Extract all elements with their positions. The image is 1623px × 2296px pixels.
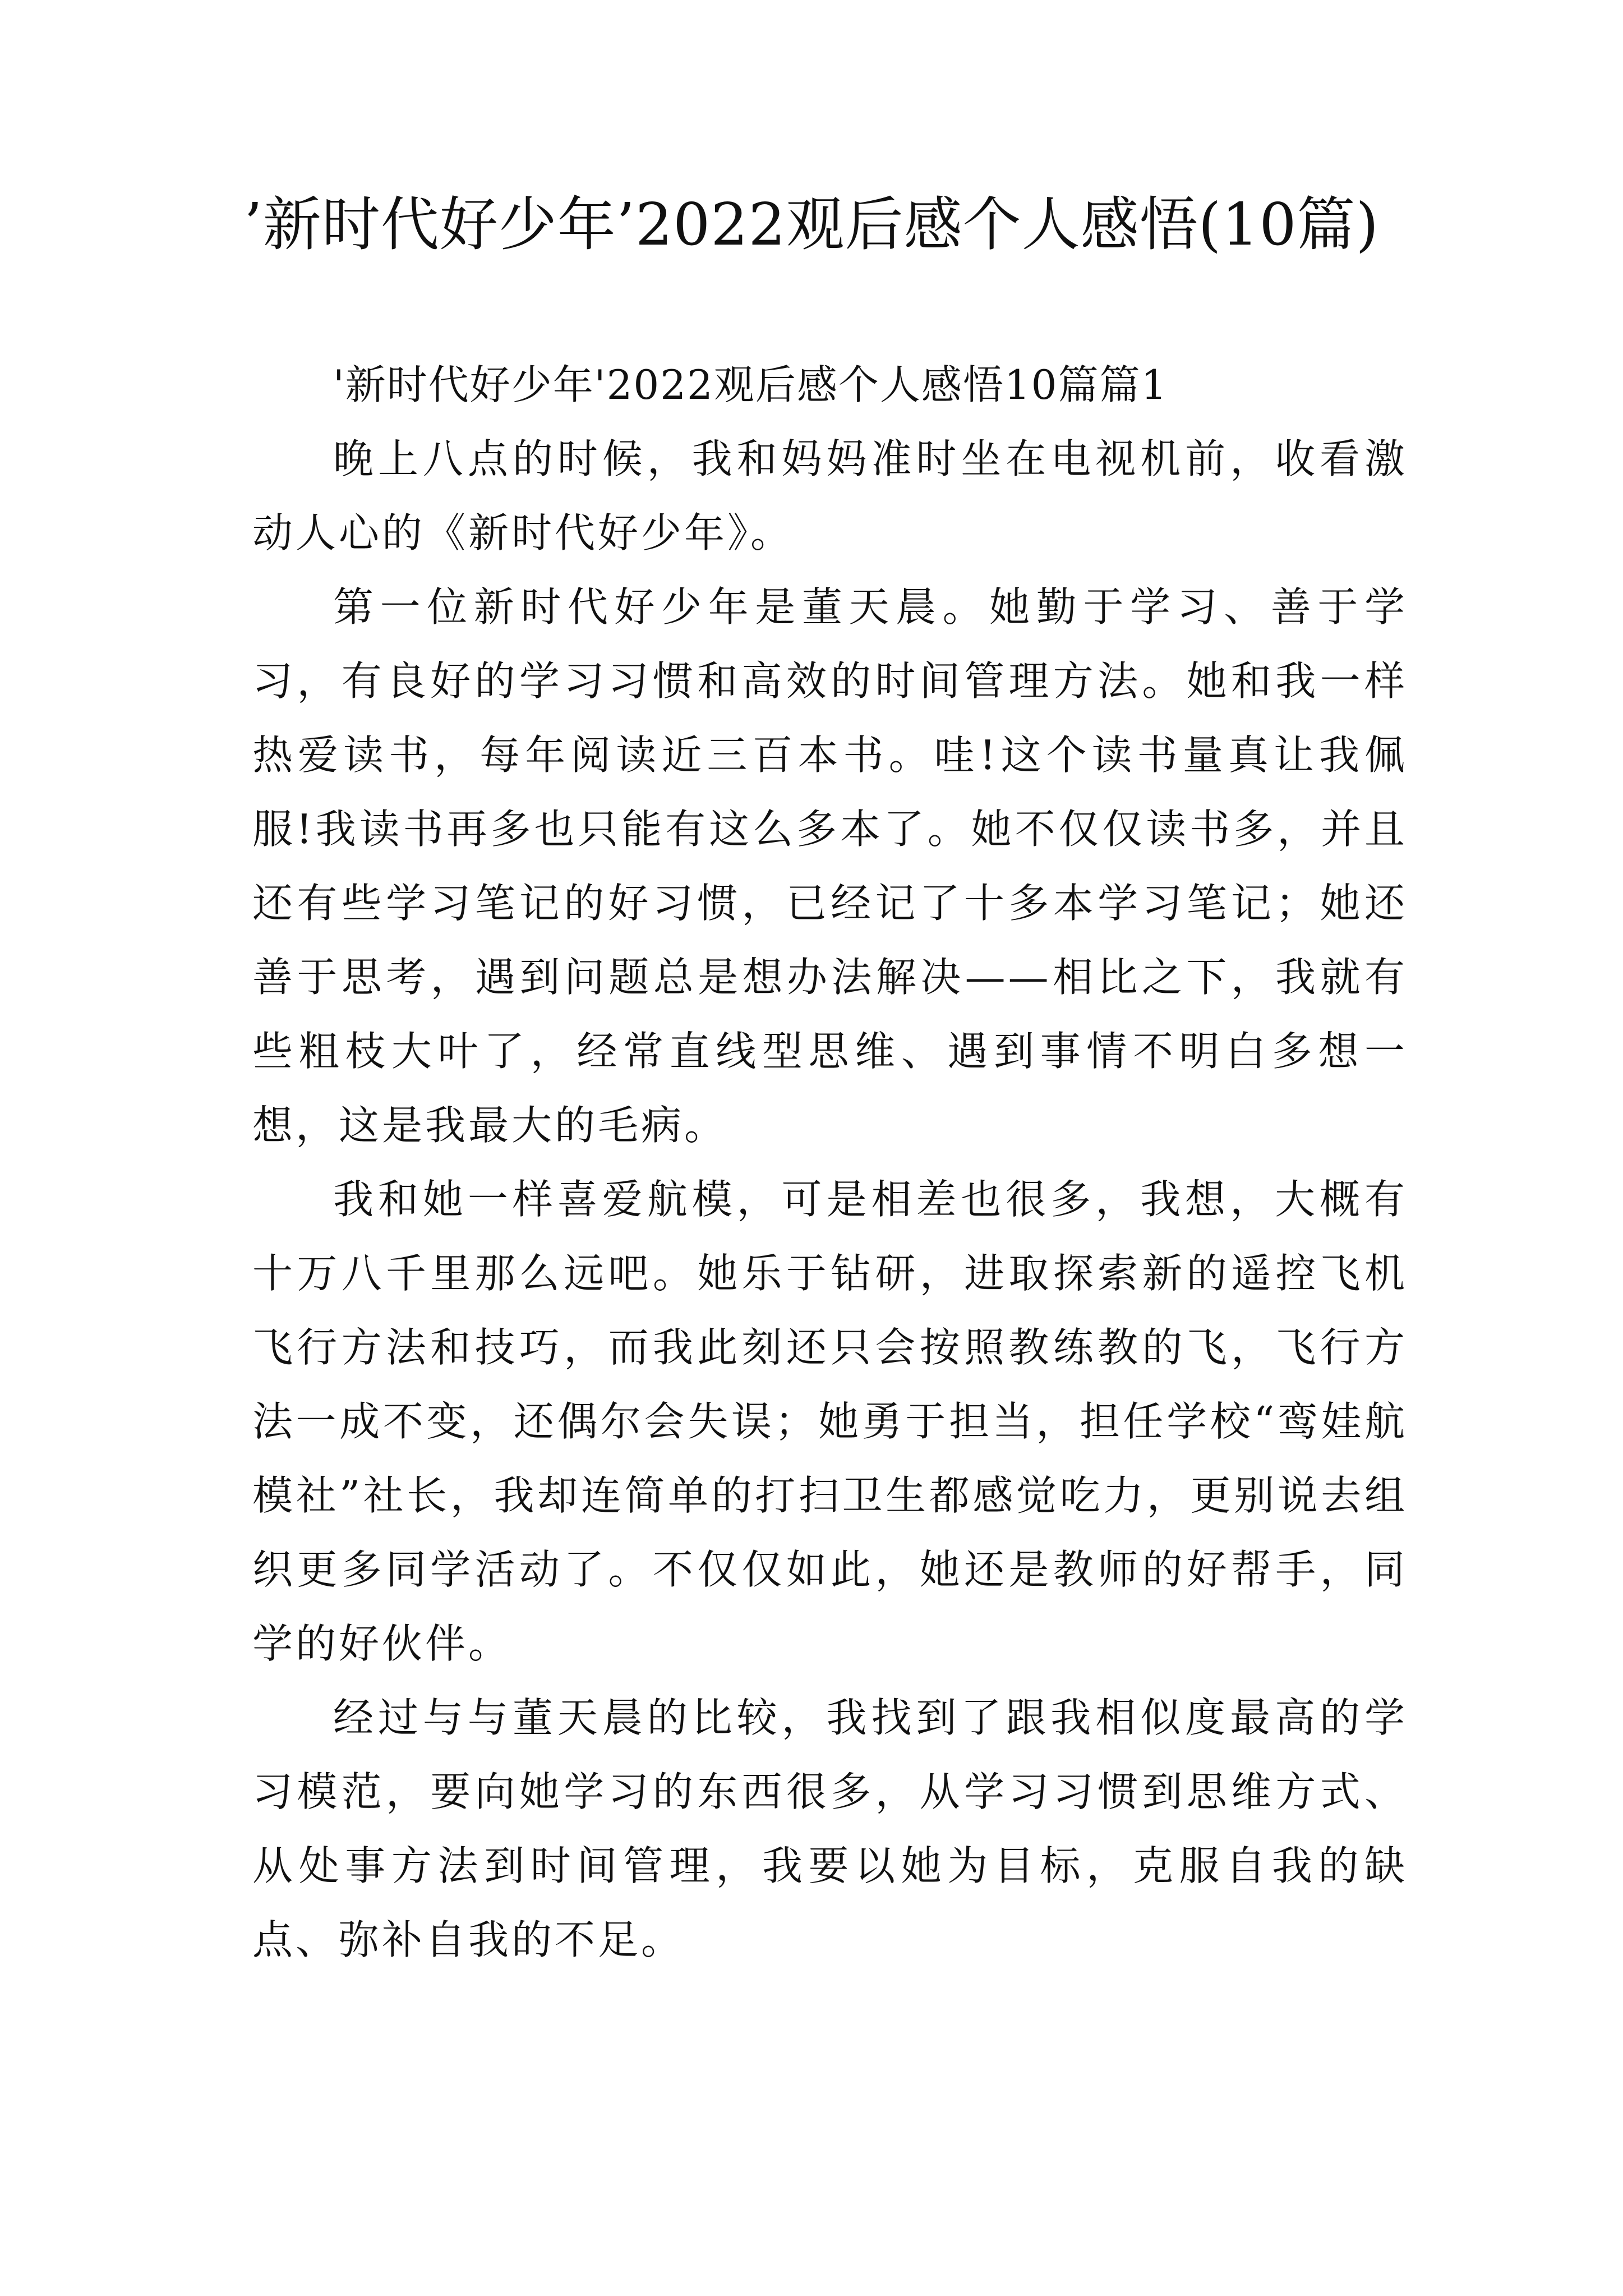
paragraph: 晚上八点的时候，我和妈妈准时坐在电视机前，收看激动人心的《新时代好少年》。 [252, 435, 1408, 556]
section-heading: '新时代好少年'2022观后感个人感悟10篇篇1 [333, 361, 1168, 408]
paragraph: 经过与与董天晨的比较，我找到了跟我相似度最高的学习模范，要向她学习的东西很多，从学习习惯到思维方式、从处事方法到时间管理，我要以她为目标，克服自我的缺点、弥补自我的不足。 [252, 1694, 1408, 1963]
paragraph: 第一位新时代好少年是董天晨。她勤于学习、善于学习，有良好的学习习惯和高效的时间管理方法。她和我一样热爱读书，每年阅读近三百本书。哇!这个读书量真让我佩服!我读书再多也只能有这么多本了。她不仅仅读书多，并且还有些学习笔记的好习惯，已经记了十多本学习笔记；她还善于思考，遇到问题总是想办法解决——相比之下，我就有些粗枝大叶了，经常直线型思维、遇到事情不明白多想一想，这是我最大的毛病。 [252, 583, 1408, 1149]
document-title: ’新时代好少年’2022观后感个人感悟(10篇) [243, 190, 1380, 259]
paragraph: 我和她一样喜爱航模，可是相差也很多，我想，大概有十万八千里那么远吧。她乐于钻研，进取探索新的遥控飞机飞行方法和技巧，而我此刻还只会按照教练教的飞，飞行方法一成不变，还偶尔会失误；她勇于担当，担任学校“鸾娃航模社”社长，我却连简单的打扫卫生都感觉吃力，更别说去组织更多同学活动了。不仅仅如此，她还是教师的好帮手，同学的好伙伴。 [252, 1176, 1408, 1667]
document-body [252, 348, 1408, 1977]
